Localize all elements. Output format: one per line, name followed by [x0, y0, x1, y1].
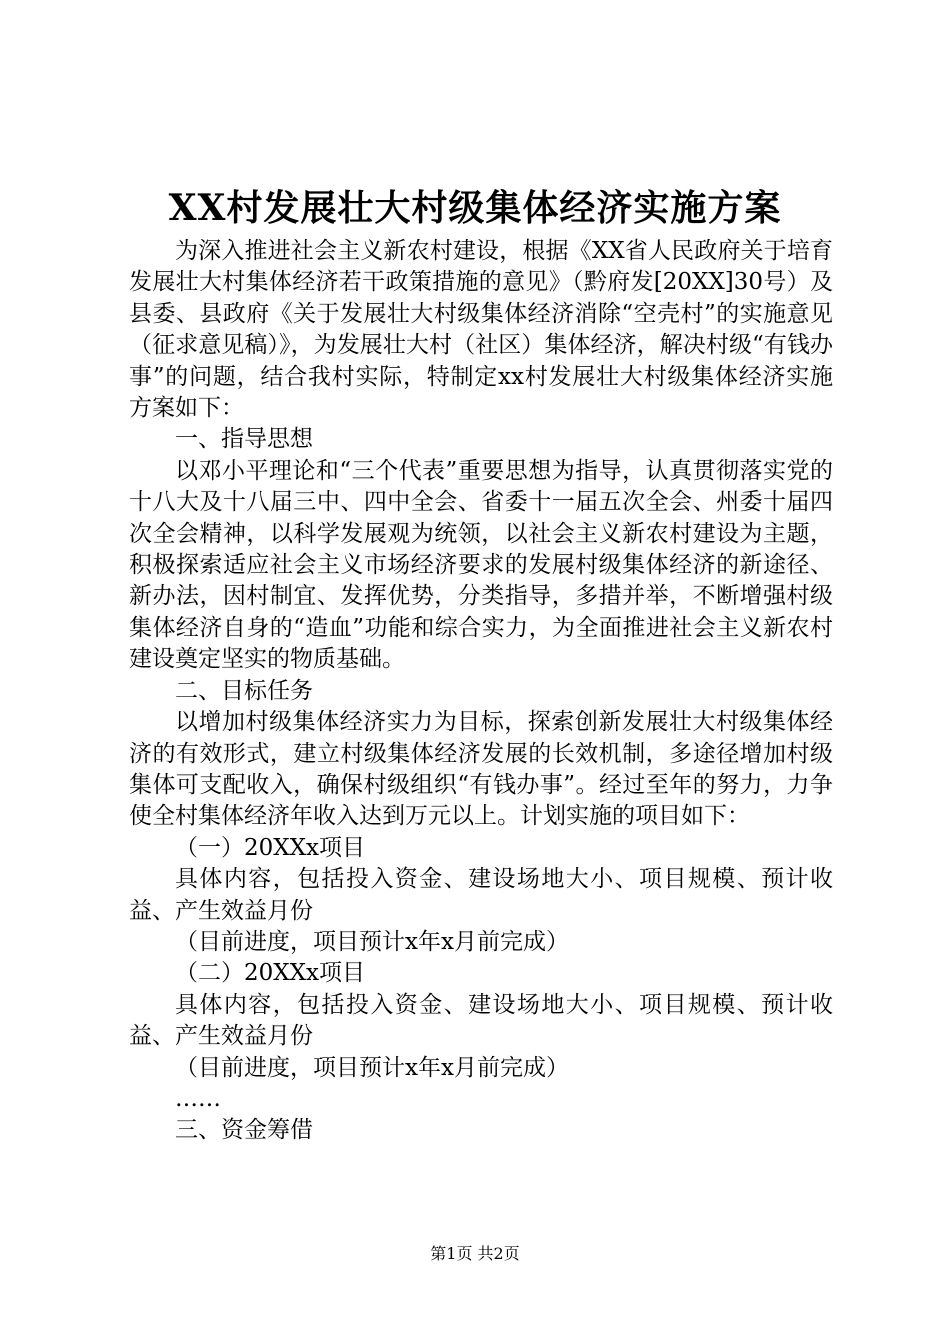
heading-funding: 三、资金筹借	[175, 1117, 313, 1144]
document-body	[129, 236, 833, 1147]
ellipsis-line: ……	[175, 1085, 221, 1112]
page-footer: 第1页 共2页	[430, 1244, 520, 1263]
project-one-title: （一）20XXx项目	[175, 834, 365, 861]
paragraph-goals-tasks: 以增加村级集体经济实力为目标，探索创新发展壮大村级集体经济的有效形式，建立村级集体经济发展的长效机制，多途径增加村级集体可支配收入，确保村级组织“有钱办事”。经过至年的努力，力争使全村集体经济年收入达到万元以上。计划实施的项目如下：	[129, 709, 833, 830]
document-title: XX村发展壮大村级集体经济实施方案	[168, 187, 782, 229]
project-two-content: 具体内容，包括投入资金、建设场地大小、项目规模、预计收益、产生效益月份	[129, 991, 833, 1050]
heading-guiding-ideology: 一、指导思想	[175, 426, 313, 453]
paragraph-guiding-ideology: 以邓小平理论和“三个代表”重要思想为指导，认真贯彻落实党的十八大及十八届三中、四中全会、省委十一届五次全会、州委十届四次全会精神，以科学发展观为统领，以社会主义新农村建设为主题，积极探索适应社会主义市场经济要求的发展村级集体经济的新途径、新办法，因村制宜、发挥优势，分类指导，多措并举，不断增强村级集体经济自身的“造血”功能和综合实力，为全面推进社会主义新农村建设奠定坚实的物质基础。	[129, 457, 833, 673]
project-one-progress: （目前进度，项目预计x年x月前完成）	[175, 928, 569, 955]
heading-goals-tasks: 二、目标任务	[175, 677, 313, 704]
project-two-progress: （目前进度，项目预计x年x月前完成）	[175, 1054, 569, 1081]
project-one-content: 具体内容，包括投入资金、建设场地大小、项目规模、预计收益、产生效益月份	[129, 866, 833, 924]
project-two-title: （二）20XXx项目	[175, 960, 365, 987]
paragraph-intro: 为深入推进社会主义新农村建设，根据《XX省人民政府关于培育发展壮大村集体经济若干政策措施的意见》（黔府发[20XX]30号）及县委、县政府《关于发展壮大村级集体经济消除“空壳村”的实施意见（征求意见稿）》，为发展壮大村（社区）集体经济，解决村级“有钱办事”的问题，结合我村实际，特制定xx村发展壮大村级集体经济实施方案如下：	[129, 238, 833, 422]
